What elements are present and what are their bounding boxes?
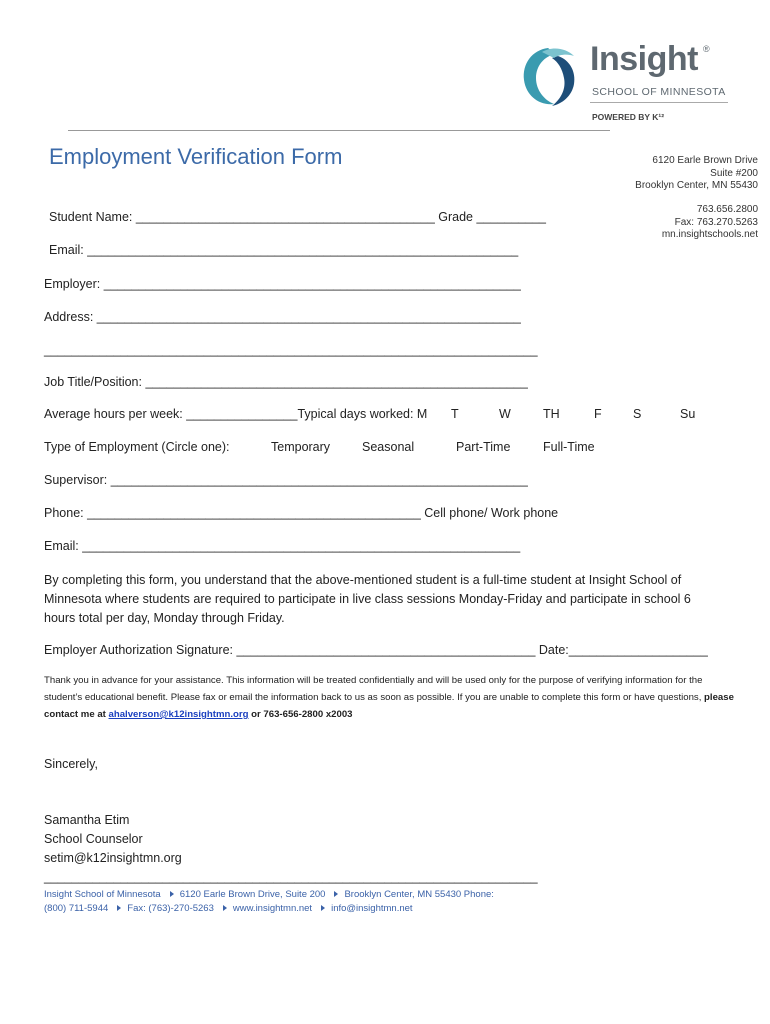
arrow-icon bbox=[223, 905, 227, 911]
employment-type-option[interactable]: Seasonal bbox=[362, 440, 415, 454]
day-option[interactable]: F bbox=[594, 407, 602, 421]
footer-city: Brooklyn Center, MN 55430 Phone: bbox=[344, 889, 494, 900]
arrow-icon bbox=[334, 891, 338, 897]
closing: Sincerely, bbox=[44, 757, 98, 771]
student-email-field[interactable]: Email: ______________________________________________________________ bbox=[49, 243, 519, 257]
footer-rule: _______________________________________________________________________ bbox=[44, 870, 538, 884]
day-option[interactable]: T bbox=[451, 407, 459, 421]
arrow-icon bbox=[170, 891, 174, 897]
footer-line-1 bbox=[44, 888, 494, 902]
employment-type-option[interactable]: Temporary bbox=[271, 440, 331, 454]
address-city: Brooklyn Center, MN 55430 bbox=[635, 180, 758, 191]
footer-school: Insight School of Minnesota bbox=[44, 889, 161, 900]
day-option[interactable]: S bbox=[633, 407, 642, 421]
footer-line-2 bbox=[44, 902, 413, 916]
footer-email[interactable]: info@insightmn.net bbox=[331, 903, 413, 914]
header-rule bbox=[68, 130, 610, 131]
signer-role: School Counselor bbox=[44, 832, 143, 846]
contact-email-link[interactable]: ahalverson@k12insightmn.org bbox=[108, 709, 249, 720]
day-option[interactable]: TH bbox=[543, 407, 560, 421]
signer-email: setim@k12insightmn.org bbox=[44, 851, 182, 865]
average-hours-field[interactable]: Average hours per week: ________________Typical days worked: M bbox=[44, 407, 428, 421]
logo-wordmark: Insight bbox=[590, 40, 698, 78]
logo-registered: ® bbox=[703, 44, 710, 54]
supervisor-email-field[interactable]: Email: _______________________________________________________________ bbox=[44, 539, 521, 553]
address-street: 6120 Earle Brown Drive bbox=[652, 155, 758, 166]
contact-web: mn.insightschools.net bbox=[661, 229, 758, 240]
address-field[interactable]: Address: _____________________________________________________________ bbox=[44, 310, 521, 324]
contact-fax: Fax: 763.270.5263 bbox=[674, 216, 758, 228]
arrow-icon bbox=[321, 905, 325, 911]
notice-contact-suffix: or 763-656-2800 x2003 bbox=[248, 709, 353, 720]
school-address bbox=[635, 155, 758, 193]
page-title: Employment Verification Form bbox=[49, 144, 343, 169]
job-title-field[interactable]: Job Title/Position: _______________________________________________________ bbox=[44, 375, 528, 389]
employment-type-option[interactable]: Part-Time bbox=[456, 440, 511, 454]
logo-mark-icon bbox=[518, 44, 580, 110]
employment-type-option[interactable]: Full-Time bbox=[543, 440, 595, 454]
employment-type-label: Type of Employment (Circle one): bbox=[44, 440, 230, 454]
day-option[interactable]: Su bbox=[680, 407, 696, 421]
supervisor-phone-field[interactable]: Phone: ________________________________________________ Cell phone/ Work phone bbox=[44, 506, 559, 520]
footer-street: 6120 Earle Brown Drive, Suite 200 bbox=[179, 889, 326, 900]
footer-phone: (800) 711-5944 bbox=[44, 903, 109, 914]
arrow-icon bbox=[117, 905, 121, 911]
day-option[interactable]: W bbox=[499, 407, 511, 421]
signature-field[interactable]: Employer Authorization Signature: ___________________________________________ Date:____________________ bbox=[44, 643, 708, 657]
notice-text: Thank you in advance for your assistance. This information will be treated confidentially and will be used only for the purpose of verifying information for the student’s educational benefit. Please fax or email the information back to us as soon as possible. If you are unable to complete this form or have questions, bbox=[44, 675, 705, 703]
logo-subtitle: SCHOOL OF MINNESOTA bbox=[592, 86, 726, 98]
logo-divider bbox=[590, 102, 728, 103]
student-name-field[interactable]: Student Name: ___________________________________________ Grade __________ bbox=[49, 210, 546, 224]
notice-paragraph bbox=[44, 672, 734, 723]
notice-contact-prefix: please contact me at bbox=[44, 692, 734, 720]
supervisor-field[interactable]: Supervisor: ____________________________________________________________ bbox=[44, 473, 528, 487]
footer-fax: Fax: (763)-270-5263 bbox=[127, 903, 214, 914]
logo-powered-by: POWERED BY K¹² bbox=[592, 112, 665, 122]
school-contact bbox=[662, 204, 758, 242]
policy-paragraph: By completing this form, you understand that the above-mentioned student is a full-time student at Insight School of Minnesota where students are required to participate in live class sessions Monday-Friday and participate in school 6 hours total per day, Monday through Friday. bbox=[44, 573, 691, 625]
address-field-line2[interactable]: _______________________________________________________________________ bbox=[44, 343, 538, 357]
address-suite: Suite #200 bbox=[710, 167, 758, 179]
signer-name: Samantha Etim bbox=[44, 813, 130, 827]
employer-field[interactable]: Employer: ____________________________________________________________ bbox=[44, 277, 521, 291]
contact-phone: 763.656.2800 bbox=[696, 204, 758, 215]
footer-website[interactable]: www.insightmn.net bbox=[232, 903, 313, 914]
